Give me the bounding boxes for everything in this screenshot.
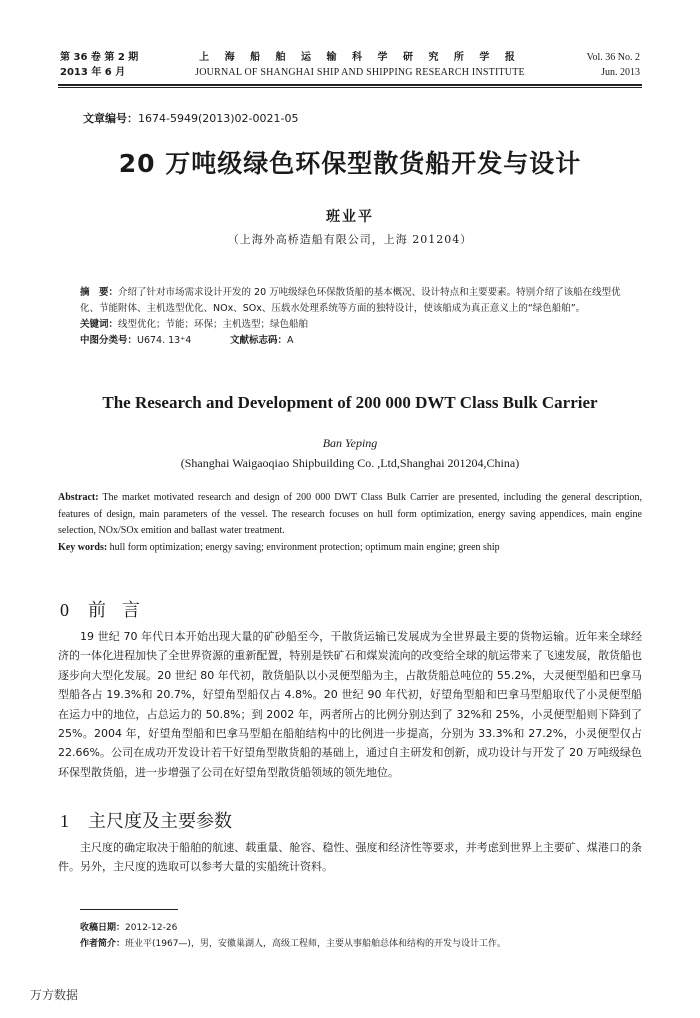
section-0-number: 0: [60, 600, 69, 620]
abstract-cn: [80, 285, 632, 349]
keywords-cn-text: 线型优化；节能；环保；主机选型；绿色船舶: [118, 319, 309, 330]
doc-code-label: 文献标志码：: [230, 335, 288, 346]
keywords-cn: [80, 317, 632, 333]
header-date-cn: 2013 年 6 月: [60, 67, 126, 78]
received-label: 收稿日期：: [80, 923, 126, 933]
watermark: 万方数据: [30, 988, 79, 1002]
header-rule: [58, 84, 642, 86]
keywords-en: [58, 540, 642, 557]
keywords-cn-label: 关键词：: [80, 319, 119, 330]
abstract-en-text: The market motivated research and design of 200 000 DWT Class Bulk Carrier are presented, including the general description, features of design, main parameters of the vessel. The research focuses on hull form optimization, energy saving appendices, main engine selection, NOx/SOx emition and ballast water treatment.: [58, 492, 642, 536]
article-number-label: 文章编号：: [83, 112, 138, 125]
bio-text: 班业平(1967—)，男，安徽巢湖人，高级工程师，主要从事船舶总体和结构的开发与设计工作。: [125, 939, 506, 949]
abstract-en: [58, 490, 642, 556]
header-vol-en: Vol. 36 No. 2: [586, 52, 640, 63]
article-number-value: 1674-5949(2013)02-0021-05: [138, 112, 299, 125]
header-volume-en: [587, 50, 640, 80]
running-header: [58, 50, 642, 84]
section-heading-0: [60, 596, 156, 622]
affiliation-cn: （上海外高桥造船有限公司，上海 201204）: [227, 233, 473, 246]
header-rule-thin: [58, 87, 642, 88]
keywords-en-text: hull form optimization; energy saving; environment protection; optimum main engine; green ship: [107, 541, 500, 553]
journal-name-cn: 上 海 船 舶 运 输 科 学 研 究 所 学 报: [199, 52, 521, 63]
doc-code-value: A: [287, 335, 294, 346]
footnote-rule: [80, 909, 178, 910]
footnote-received: [80, 921, 640, 936]
footnote-author-bio: [80, 937, 640, 952]
abstract-cn-label: 摘 要：: [80, 287, 119, 298]
section-1-title: 主尺度及主要参数: [88, 811, 232, 832]
classification-row: [80, 333, 632, 349]
received-date: 2012-12-26: [125, 923, 178, 933]
journal-name-en: JOURNAL OF SHANGHAI SHIP AND SHIPPING RESEARCH INSTITUTE: [195, 67, 525, 78]
title-en: The Research and Development of 200 000 DWT Class Bulk Carrier: [102, 393, 598, 412]
clc-value: U674. 13⁺4: [137, 335, 192, 346]
header-date-en: Jun. 2013: [601, 67, 640, 78]
section-heading-1: [60, 807, 232, 833]
header-volume-cn: [60, 50, 138, 80]
bio-label: 作者简介：: [80, 939, 126, 949]
abstract-cn-text: 介绍了针对市场需求设计开发的 20 万吨级绿色环保散货船的基本概况、设计特点和主要要素。特别介绍了该船在线型优化、节能附体、主机选型优化、NOx、SOx、压载水处理系统等方面的独特设计，使该船成为真正意义上的“绿色船舶”。: [80, 287, 621, 314]
title-cn: 20 万吨级绿色环保型散货船开发与设计: [118, 149, 582, 178]
abstract-cn-body: [80, 285, 632, 317]
section-1-paragraph: 主尺度的确定取决于船舶的航速、载重量、舱容、稳性、强度和经济性等要求，并考虑到世界上主要矿、煤港口的条件。另外，主尺度的选取可以参考大量的实船统计资料。: [58, 841, 642, 874]
article-number: [83, 110, 298, 126]
header-journal: [168, 50, 552, 80]
author-en: Ban Yeping: [322, 436, 378, 450]
section-0-paragraph: 19 世纪 70 年代日本开始出现大量的矿砂船至今，干散货运输已发展成为全世界最主要的货物运输。近年来全球经济的一体化进程加快了全世界资源的重新配置，特别是铁矿石和煤炭流向的改变给全球的航运带来了飞速发展，散货船也逐步向大型化发展。20 世纪 80 年代初，散货船队以小灵便型船为主，占散货船总吨位的 55.2%，大灵便型船和巴拿马型船各占 19.3%和 20.7%，好望角型船仅占 4.8%。20 世纪 90 年代初，好望角型船和巴拿马型船取代了小灵便型船在运力中的地位，占总运力的 50.8%；到 2002 年，两者所占的比例分别达到了 32%和 25%，小灵便型船则下降到了 25%。2004 年，好望角型船和巴拿马型船在船舶结构中的比例进一步提高，分别为 33.3%和 27.2%，小灵便型仅占 22.66%。公司在成功开发设计若干好望角型散货船的基础上，通过自主研发和创新，成功设计与开发了 20 万吨级绿色环保型散货船，进一步增强了公司在好望角型散货船领域的领先地位。: [58, 630, 642, 779]
clc-block: [80, 333, 230, 349]
clc-label: 中图分类号：: [80, 335, 138, 346]
section-1-number: 1: [60, 811, 69, 831]
header-vol-cn: 第 36 卷 第 2 期: [60, 52, 139, 63]
abstract-en-label: Abstract:: [58, 492, 99, 503]
section-0-title: 前言: [88, 600, 156, 621]
affiliation-en: (Shanghai Waigaoqiao Shipbuilding Co. ,Ltd,Shanghai 201204,China): [180, 456, 520, 470]
author-cn: 班业平: [326, 209, 374, 225]
abstract-en-body: [58, 490, 642, 540]
keywords-en-label: Key words:: [58, 541, 108, 553]
